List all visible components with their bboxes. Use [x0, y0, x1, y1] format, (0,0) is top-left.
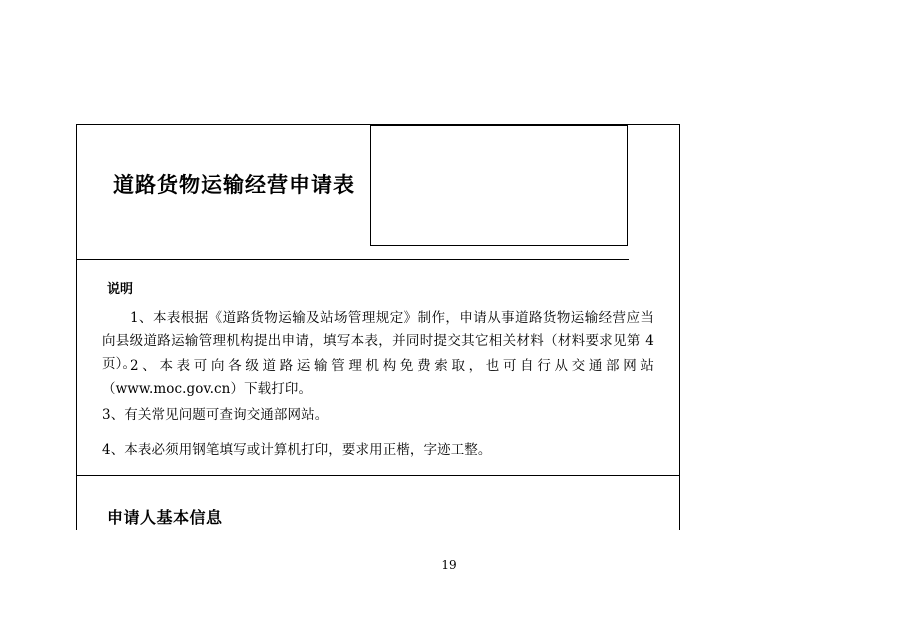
page-title: 道路货物运输经营申请表: [113, 173, 355, 197]
instruction-item-3: 3、有关常见问题可查询交通部网站。: [102, 407, 329, 423]
instruction-item-2: 2、本表可向各级道路运输管理机构免费索取，也可自行从交通部网站（www.moc.gov.cn）下载打印。: [102, 358, 654, 397]
instructions-section: [77, 259, 679, 475]
instructions-heading: 说明: [107, 282, 134, 297]
instruction-item-4: 4、本表必须用钢笔填写或计算机打印，要求用正楷，字迹工整。: [102, 442, 492, 458]
code-box[interactable]: [370, 125, 628, 246]
title-row: [77, 125, 679, 259]
applicant-section-heading: 申请人基本信息: [107, 508, 223, 527]
applicant-section: [77, 475, 679, 529]
instruction-item-1: 1、本表根据《道路货物运输及站场管理规定》制作，申请从事道路货物运输经营应当向县级道路运输管理机构提出申请，填写本表，并同时提交其它相关材料（材料要求见第 4 页）。: [102, 310, 654, 372]
form-outline: [76, 124, 680, 530]
page-number: 19: [441, 558, 457, 572]
